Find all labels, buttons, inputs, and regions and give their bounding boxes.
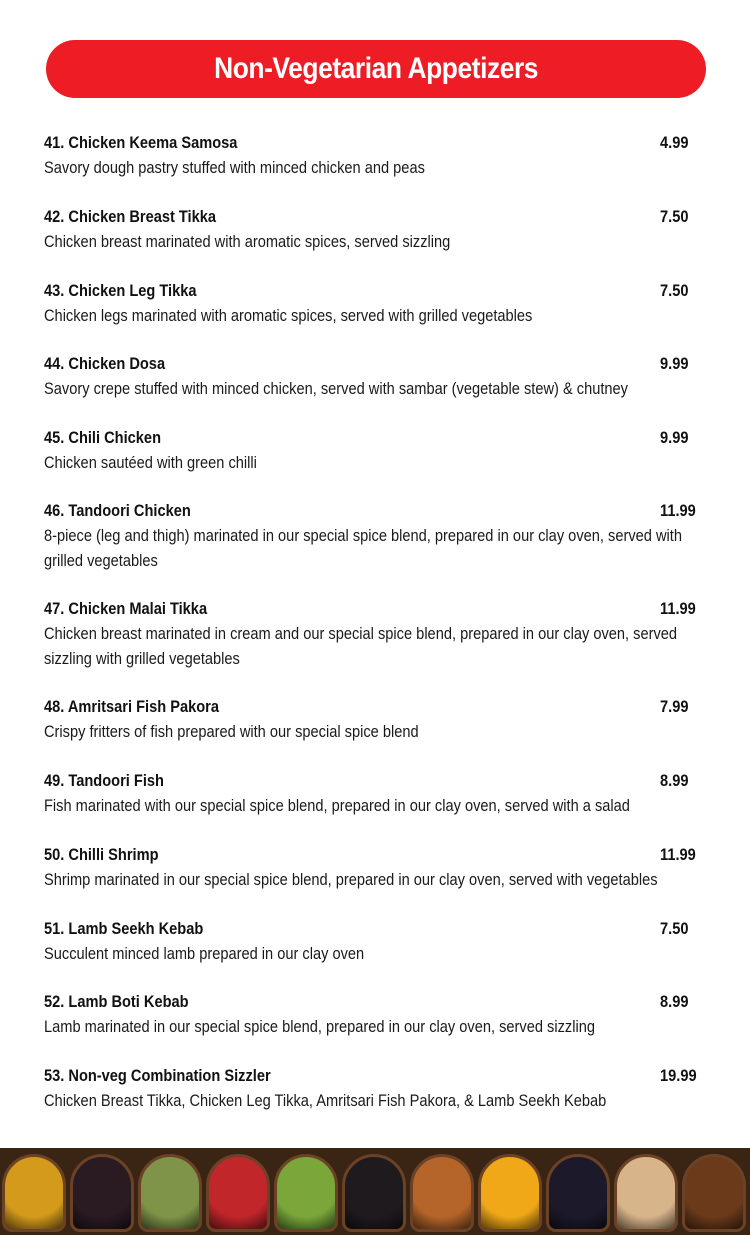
menu-item <box>44 425 704 475</box>
menu-item-price: 9.99 <box>660 428 689 447</box>
menu-item-description: Chicken sautéed with green chilli <box>44 453 257 472</box>
menu-item-price: 9.99 <box>660 354 689 373</box>
menu-item <box>44 1063 704 1113</box>
menu-item-name: 51. Lamb Seekh Kebab <box>44 919 204 938</box>
menu-item <box>44 842 704 892</box>
spice-bowl <box>410 1154 474 1232</box>
menu-item-description: Crispy fritters of fish prepared with our special spice blend <box>44 722 419 741</box>
menu-item-name: 45. Chili Chicken <box>44 428 162 447</box>
menu-item-description: Chicken breast marinated with aromatic spices, served sizzling <box>44 232 451 251</box>
spice-bowl <box>70 1154 134 1232</box>
menu-item <box>44 351 704 401</box>
menu-item-name: 42. Chicken Breast Tikka <box>44 207 217 226</box>
menu-item-header <box>44 989 704 1014</box>
menu-item-description: 8-piece (leg and thigh) marinated in our special spice blend, prepared in our clay oven, served with grilled vegetables <box>44 526 682 570</box>
menu-item-header <box>44 1063 704 1088</box>
menu-item-description: Shrimp marinated in our special spice blend, prepared in our clay oven, served with vegetables <box>44 870 658 889</box>
menu-item-price: 7.50 <box>660 281 689 300</box>
menu-item-price: 11.99 <box>660 599 696 618</box>
menu-item-price: 8.99 <box>660 771 689 790</box>
menu-item-description: Fish marinated with our special spice blend, prepared in our clay oven, served with a salad <box>44 796 630 815</box>
menu-item-header <box>44 130 704 155</box>
menu-item-name: 41. Chicken Keema Samosa <box>44 133 238 152</box>
menu-item <box>44 596 704 671</box>
menu-item-description: Savory crepe stuffed with minced chicken, served with sambar (vegetable stew) & chutney <box>44 379 628 398</box>
menu-item-name: 50. Chilli Shrimp <box>44 845 159 864</box>
menu-item-header <box>44 694 704 719</box>
menu-item-header <box>44 425 704 450</box>
spice-bowl <box>2 1154 66 1232</box>
menu-item-name: 53. Non-veg Combination Sizzler <box>44 1066 271 1085</box>
menu-item-price: 19.99 <box>660 1066 697 1085</box>
menu-item-header <box>44 842 704 867</box>
menu-item-name: 46. Tandoori Chicken <box>44 501 191 520</box>
menu-item-price: 8.99 <box>660 992 689 1011</box>
menu-item-price: 11.99 <box>660 845 696 864</box>
menu-item-header <box>44 596 704 621</box>
menu-item-price: 7.99 <box>660 697 689 716</box>
menu-item <box>44 278 704 328</box>
menu-item-name: 43. Chicken Leg Tikka <box>44 281 197 300</box>
spice-bowl <box>206 1154 270 1232</box>
menu-item-header <box>44 351 704 376</box>
menu-item-description: Chicken Breast Tikka, Chicken Leg Tikka, Amritsari Fish Pakora, & Lamb Seekh Kebab <box>44 1091 607 1110</box>
menu-item-description: Succulent minced lamb prepared in our clay oven <box>44 944 365 963</box>
menu-item <box>44 204 704 254</box>
menu-item <box>44 694 704 744</box>
menu-item-name: 47. Chicken Malai Tikka <box>44 599 208 618</box>
spice-bowl <box>682 1154 746 1232</box>
menu-item <box>44 498 704 573</box>
menu-item-header <box>44 498 704 523</box>
menu-item-name: 52. Lamb Boti Kebab <box>44 992 189 1011</box>
menu-item-name: 44. Chicken Dosa <box>44 354 166 373</box>
menu-item-name: 49. Tandoori Fish <box>44 771 164 790</box>
menu-item-header <box>44 278 704 303</box>
menu-item <box>44 130 704 180</box>
spice-bowl <box>614 1154 678 1232</box>
spice-bowl <box>138 1154 202 1232</box>
menu-item-description: Chicken breast marinated in cream and our special spice blend, prepared in our clay oven, served sizzling with grilled vegetables <box>44 624 678 668</box>
section-banner <box>46 40 706 98</box>
menu-item <box>44 768 704 818</box>
spice-bowl <box>546 1154 610 1232</box>
spice-bowl <box>342 1154 406 1232</box>
menu-item <box>44 989 704 1039</box>
spice-bowl <box>274 1154 338 1232</box>
menu-item-header <box>44 916 704 941</box>
spice-bowl <box>478 1154 542 1232</box>
menu-item-price: 4.99 <box>660 133 689 152</box>
menu-item-price: 7.50 <box>660 207 689 226</box>
section-title: Non-Vegetarian Appetizers <box>214 52 538 85</box>
menu-item-header <box>44 204 704 229</box>
menu-item <box>44 916 704 966</box>
menu-item-price: 7.50 <box>660 919 689 938</box>
menu-item-description: Chicken legs marinated with aromatic spices, served with grilled vegetables <box>44 306 533 325</box>
spice-bowls-image <box>0 1148 750 1235</box>
menu-item-header <box>44 768 704 793</box>
menu-item-price: 11.99 <box>660 501 696 520</box>
menu-item-description: Savory dough pastry stuffed with minced chicken and peas <box>44 158 425 177</box>
menu-item-description: Lamb marinated in our special spice blend, prepared in our clay oven, served sizzling <box>44 1017 595 1036</box>
menu-item-name: 48. Amritsari Fish Pakora <box>44 697 219 716</box>
